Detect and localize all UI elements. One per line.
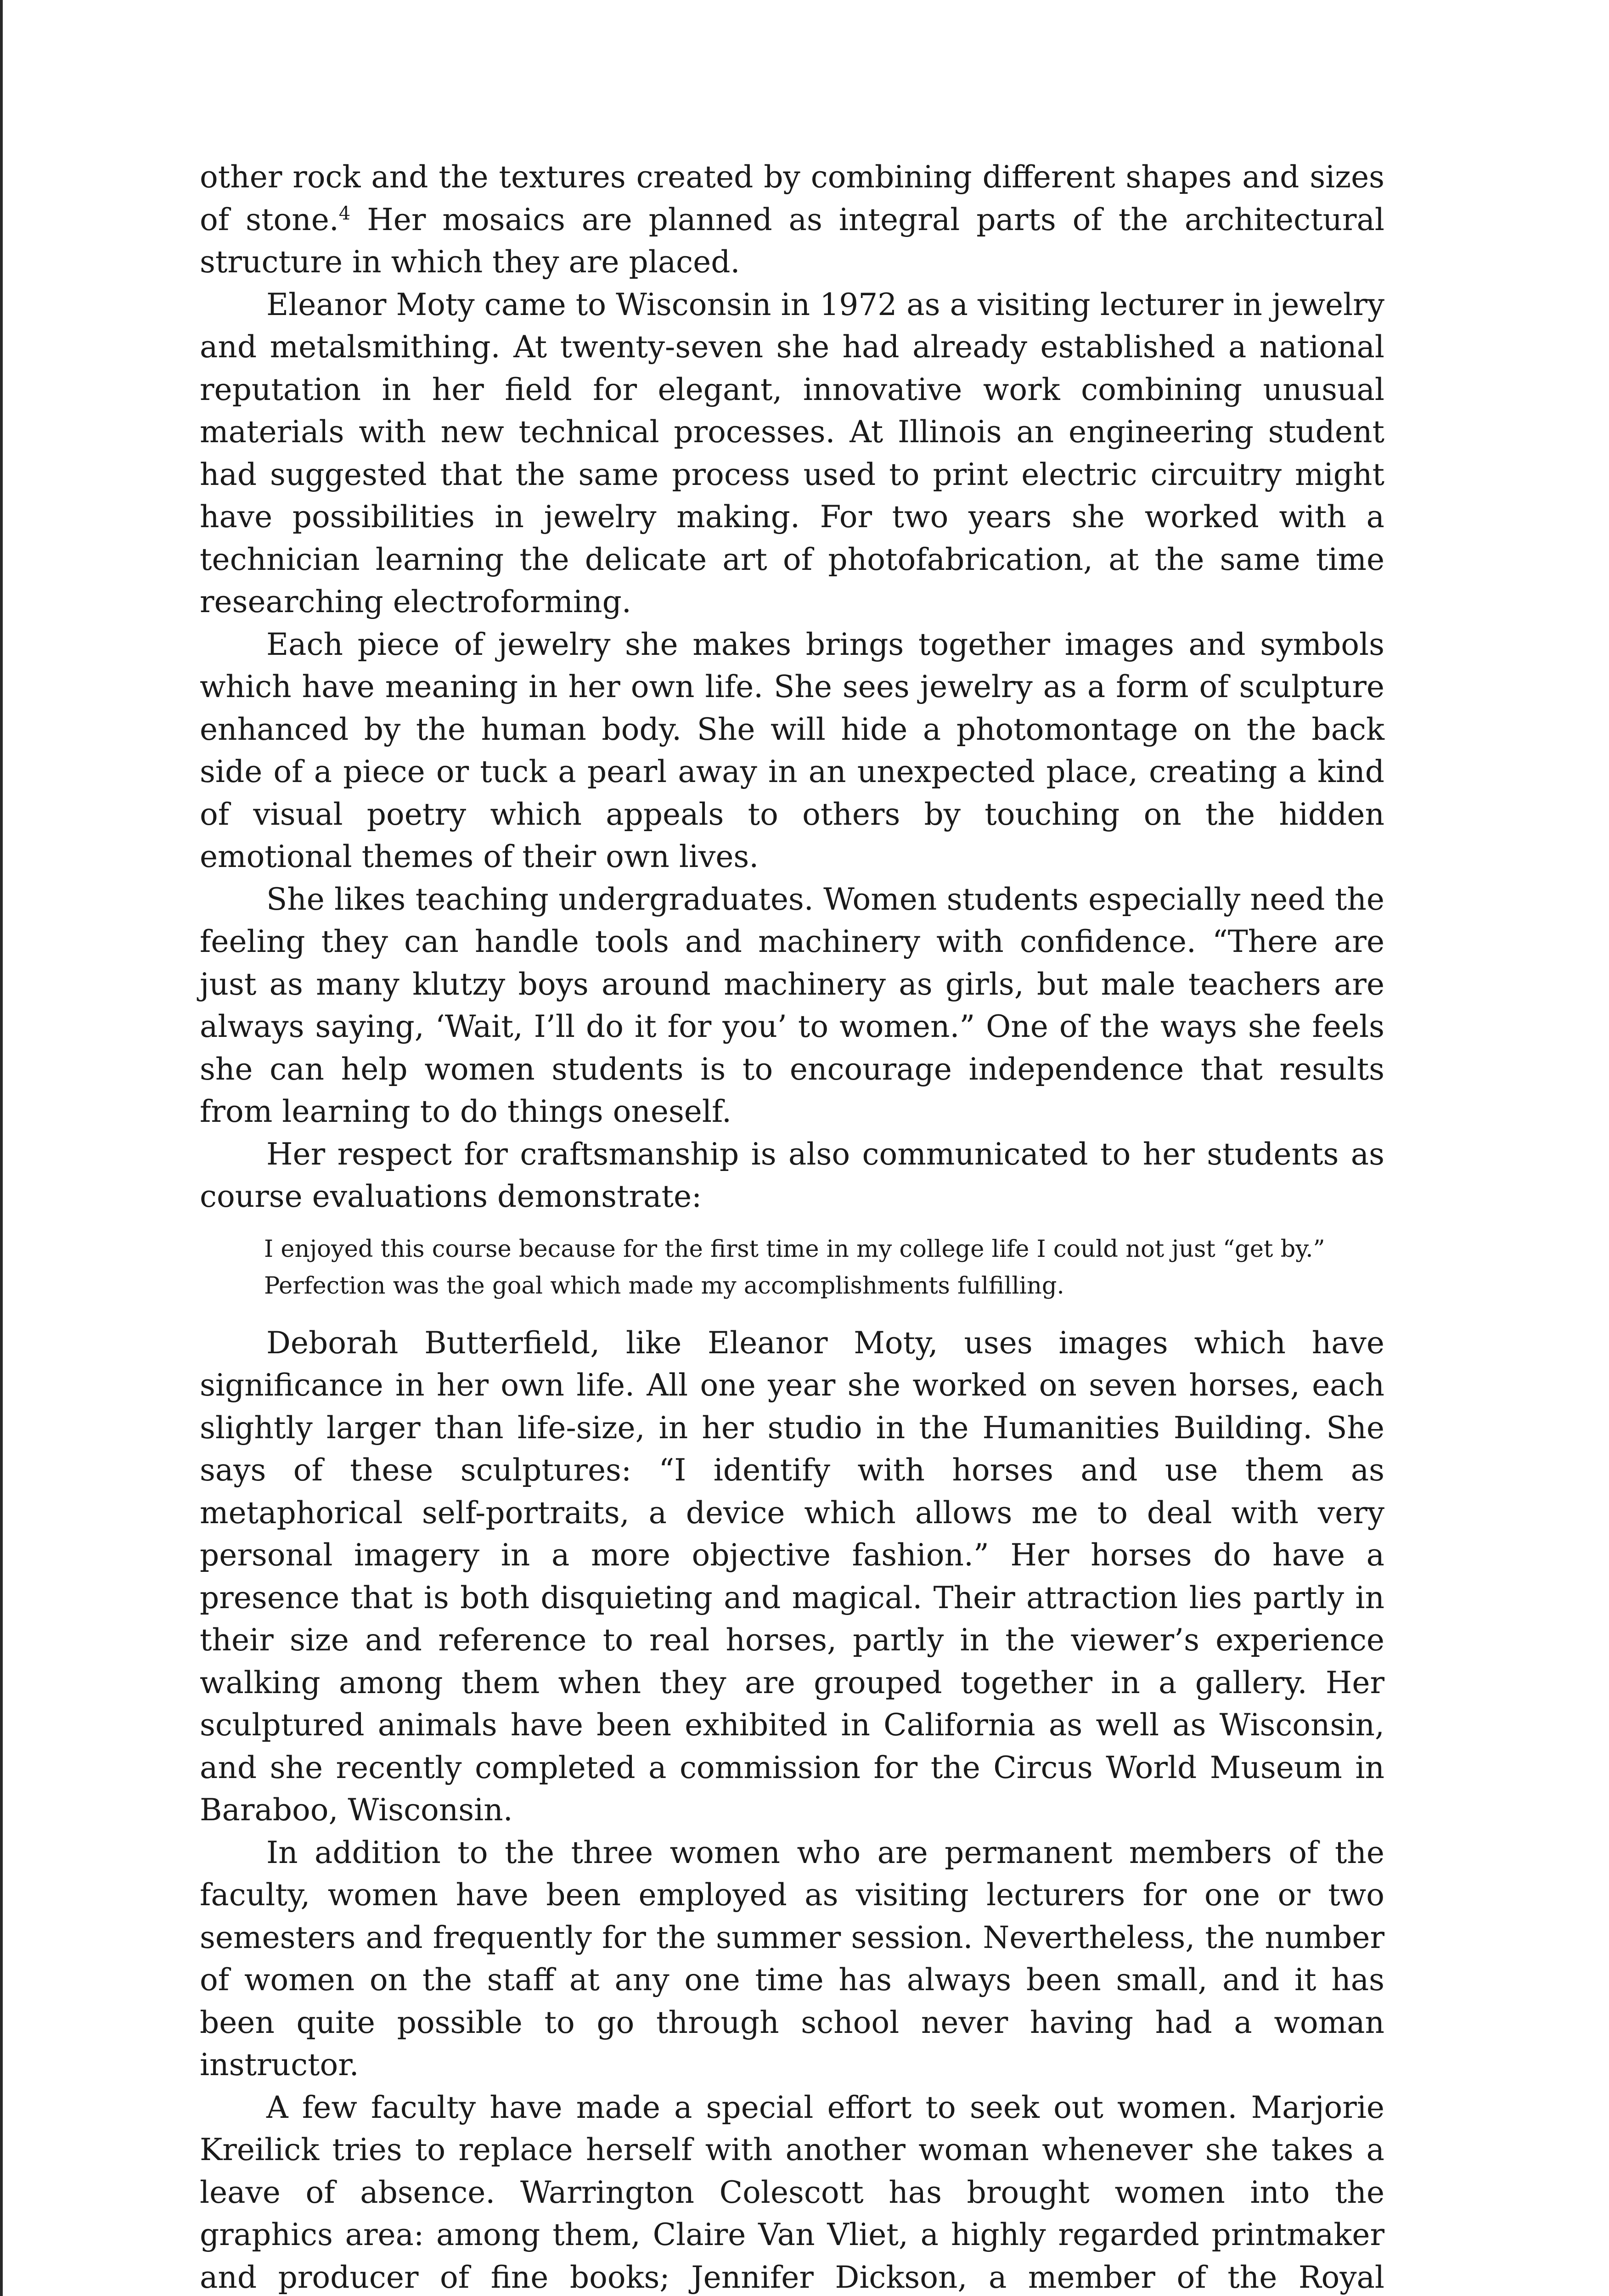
paragraph-faculty-women: A few faculty have made a special effort to seek out women. Marjorie Kreilick tries to replace herself with another woman whenever she takes a leave of absence. Warrington Colescott has brought women into the graphics area: among them, Claire Van Vliet, a highly regarded printmaker and producer of fine books; Jennifer Dickson, a member of the Royal	[200, 2089, 1384, 2295]
footnote-reference: 4	[338, 203, 351, 224]
paragraph-jewelry: Each piece of jewelry she makes brings together images and symbols which have meaning in her own life. She sees jewelry as a form of sculpture enhanced by the human body. She will hide a photomontage on the back side of a piece or tuck a pearl away in an unexpected place, creating a kind of visual poetry which appeals to others by touching on the hidden emotional themes of their own lives.	[200, 626, 1384, 874]
paragraph-eleanor-moty: Eleanor Moty came to Wisconsin in 1972 as a visiting lecturer in jewelry and metalsmithing. At twenty-seven she had already established a national reputation in her field for elegant, innovative work combining unusual materials with new technical processes. At Illinois an engineering student had suggested that the same process used to print electric circuitry might have possibilities in jewelry making. For two years she worked with a technician learning the delicate art of photofabrication, at the same time researching electroforming.	[200, 287, 1384, 619]
paragraph-mosaics-text-a: other rock and the textures created by combining different shapes and sizes of stone.	[200, 159, 1384, 237]
paragraph-mosaics-text-b: Her mosaics are planned as integral parts of the architectural structure in which they are placed.	[200, 202, 1384, 280]
course-evaluation-quote: I enjoyed this course because for the first time in my college life I could not just “get by.” Perfection was the goal which made my accomplishments fulfilling.	[264, 1235, 1325, 1300]
paragraph-mosaics	[200, 156, 1384, 284]
body-text	[200, 156, 1384, 2296]
paragraph-deborah-butterfield: Deborah Butterfield, like Eleanor Moty, uses images which have significance in her own life. All one year she worked on seven horses, each slightly larger than life-size, in her studio in the Humanities Building. She says of these sculptures: “I identify with horses and use them as metaphorical self-portraits, a device which allows me to deal with very personal imagery in a more objective fashion.” Her horses do have a presence that is both disquieting and magical. Their attraction lies partly in their size and reference to real horses, partly in the viewer’s experience walking among them when they are grouped together in a gallery. Her sculptured animals have been exhibited in California as well as Wisconsin, and she recently completed a commission for the Circus World Museum in Baraboo, Wisconsin.	[200, 1325, 1384, 1828]
paragraph-craftsmanship: Her respect for craftsmanship is also communicated to her students as course evaluations demonstrate:	[200, 1136, 1384, 1214]
page-edge-left	[0, 0, 3, 2296]
paragraph-teaching: She likes teaching undergraduates. Women students especially need the feeling they can handle tools and machinery with confidence. “There are just as many klutzy boys around machinery as girls, but male teachers are always saying, ‘Wait, I’ll do it for you’ to women.” One of the ways she feels she can help women students is to encourage independence that results from learning to do things oneself.	[200, 881, 1384, 1129]
paragraph-visiting-lecturers: In addition to the three women who are permanent members of the faculty, women have been employed as visiting lecturers for one or two semesters and frequently for the summer session. Nevertheless, the number of women on the staff at any one time has always been small, and it has been quite possible to go through school never having had a woman instructor.	[200, 1835, 1384, 2082]
